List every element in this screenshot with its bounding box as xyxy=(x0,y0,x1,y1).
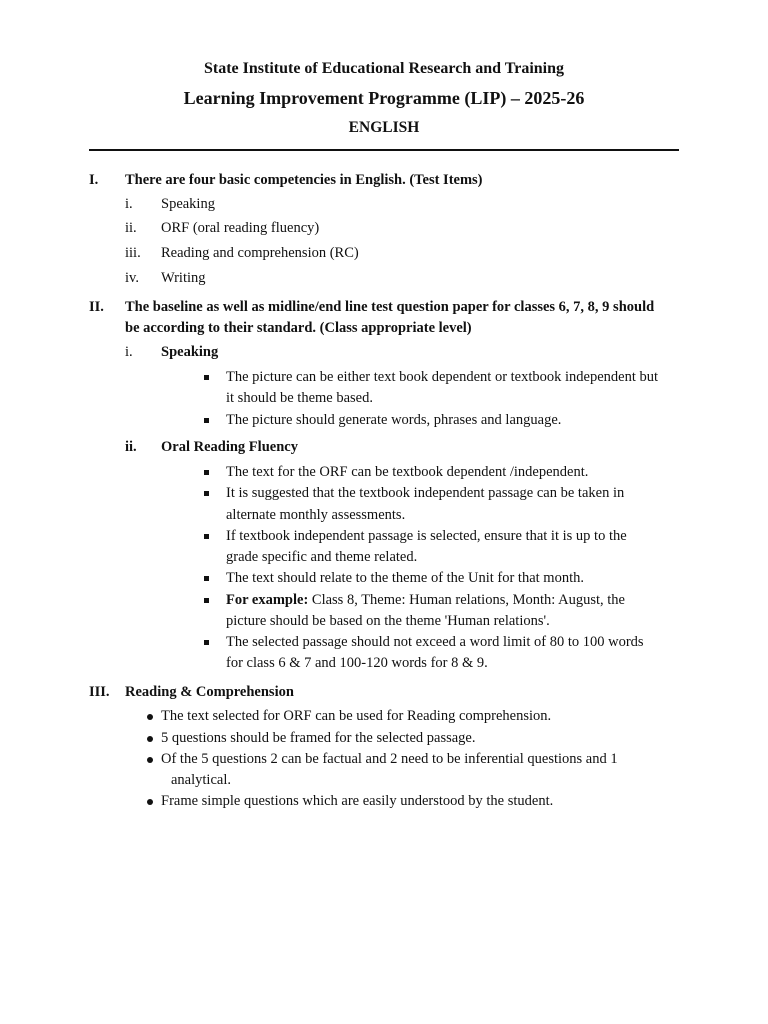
bullet-text: The picture should generate words, phrases and language. xyxy=(226,412,562,428)
square-bullet-icon xyxy=(204,470,209,475)
subsection-heading-orf: Oral Reading Fluency xyxy=(161,439,298,455)
round-bullet-icon xyxy=(147,799,153,805)
bullet-text: The picture can be either text book dependent or textbook independent but xyxy=(226,369,659,385)
square-bullet-icon xyxy=(204,534,209,539)
bullet-text-example xyxy=(226,590,678,611)
bullet-text: The text selected for ORF can be used for Reading comprehension. xyxy=(161,708,552,724)
section-2-numeral: II. xyxy=(89,299,104,315)
bullet-text: The text should relate to the theme of the Unit for that month. xyxy=(226,570,584,586)
bullet-text: The text for the ORF can be textbook dependent /independent. xyxy=(226,464,589,480)
bullet-text: It is suggested that the textbook independent passage can be taken in xyxy=(226,485,625,501)
section-1-item-text: Speaking xyxy=(161,196,215,212)
section-2-heading-line: The baseline as well as midline/end line test question paper for classes 6, 7, 8, 9 should xyxy=(125,299,655,315)
subsection-numeral: i. xyxy=(125,344,133,360)
section-1-item-numeral: i. xyxy=(125,196,133,212)
section-1-item-numeral: iii. xyxy=(125,245,141,261)
section-3-numeral: III. xyxy=(89,684,110,700)
bullet-text: 5 questions should be framed for the selected passage. xyxy=(161,730,476,746)
bullet-text: grade specific and theme related. xyxy=(226,549,418,565)
square-bullet-icon xyxy=(204,640,209,645)
bullet-text: alternate monthly assessments. xyxy=(226,507,406,523)
section-2-heading-line: be according to their standard. (Class appropriate level) xyxy=(125,320,472,336)
bullet-text: If textbook independent passage is selected, ensure that it is up to the xyxy=(226,528,627,544)
section-1-item-numeral: iv. xyxy=(125,270,139,286)
institute-title: State Institute of Educational Research and Training xyxy=(203,60,565,77)
section-1-item-numeral: ii. xyxy=(125,220,137,236)
square-bullet-icon xyxy=(204,418,209,423)
square-bullet-icon xyxy=(204,491,209,496)
bullet-text: Of the 5 questions 2 can be factual and 2 need to be inferential questions and 1 xyxy=(161,751,618,767)
bullet-text: picture should be based on the theme 'Human relations'. xyxy=(226,613,550,629)
round-bullet-icon xyxy=(147,757,153,763)
example-text: Class 8, Theme: Human relations, Month: August, the xyxy=(308,592,625,608)
subject-title: ENGLISH xyxy=(348,119,420,136)
bullet-text: analytical. xyxy=(171,772,231,788)
square-bullet-icon xyxy=(204,598,209,603)
bullet-text: for class 6 & 7 and 100-120 words for 8 & 9. xyxy=(226,655,488,671)
example-lead: For example: xyxy=(226,592,309,608)
square-bullet-icon xyxy=(204,576,209,581)
bullet-text: The selected passage should not exceed a word limit of 80 to 100 words xyxy=(226,634,644,650)
subsection-heading-speaking: Speaking xyxy=(161,344,219,360)
header-divider xyxy=(89,149,679,151)
square-bullet-icon xyxy=(204,375,209,380)
section-1-item-text: ORF (oral reading fluency) xyxy=(161,220,320,236)
section-1-numeral: I. xyxy=(89,172,99,188)
section-3-heading: Reading & Comprehension xyxy=(125,684,294,700)
bullet-text: it should be theme based. xyxy=(226,390,373,406)
subsection-numeral: ii. xyxy=(125,439,137,455)
section-1-item-text: Writing xyxy=(161,270,206,286)
section-1-item-text: Reading and comprehension (RC) xyxy=(161,245,359,261)
round-bullet-icon xyxy=(147,714,153,720)
programme-title: Learning Improvement Programme (LIP) – 2025-26 xyxy=(183,88,585,108)
section-1-heading: There are four basic competencies in English. (Test Items) xyxy=(125,172,483,188)
bullet-text: Frame simple questions which are easily understood by the student. xyxy=(161,793,554,809)
round-bullet-icon xyxy=(147,736,153,742)
